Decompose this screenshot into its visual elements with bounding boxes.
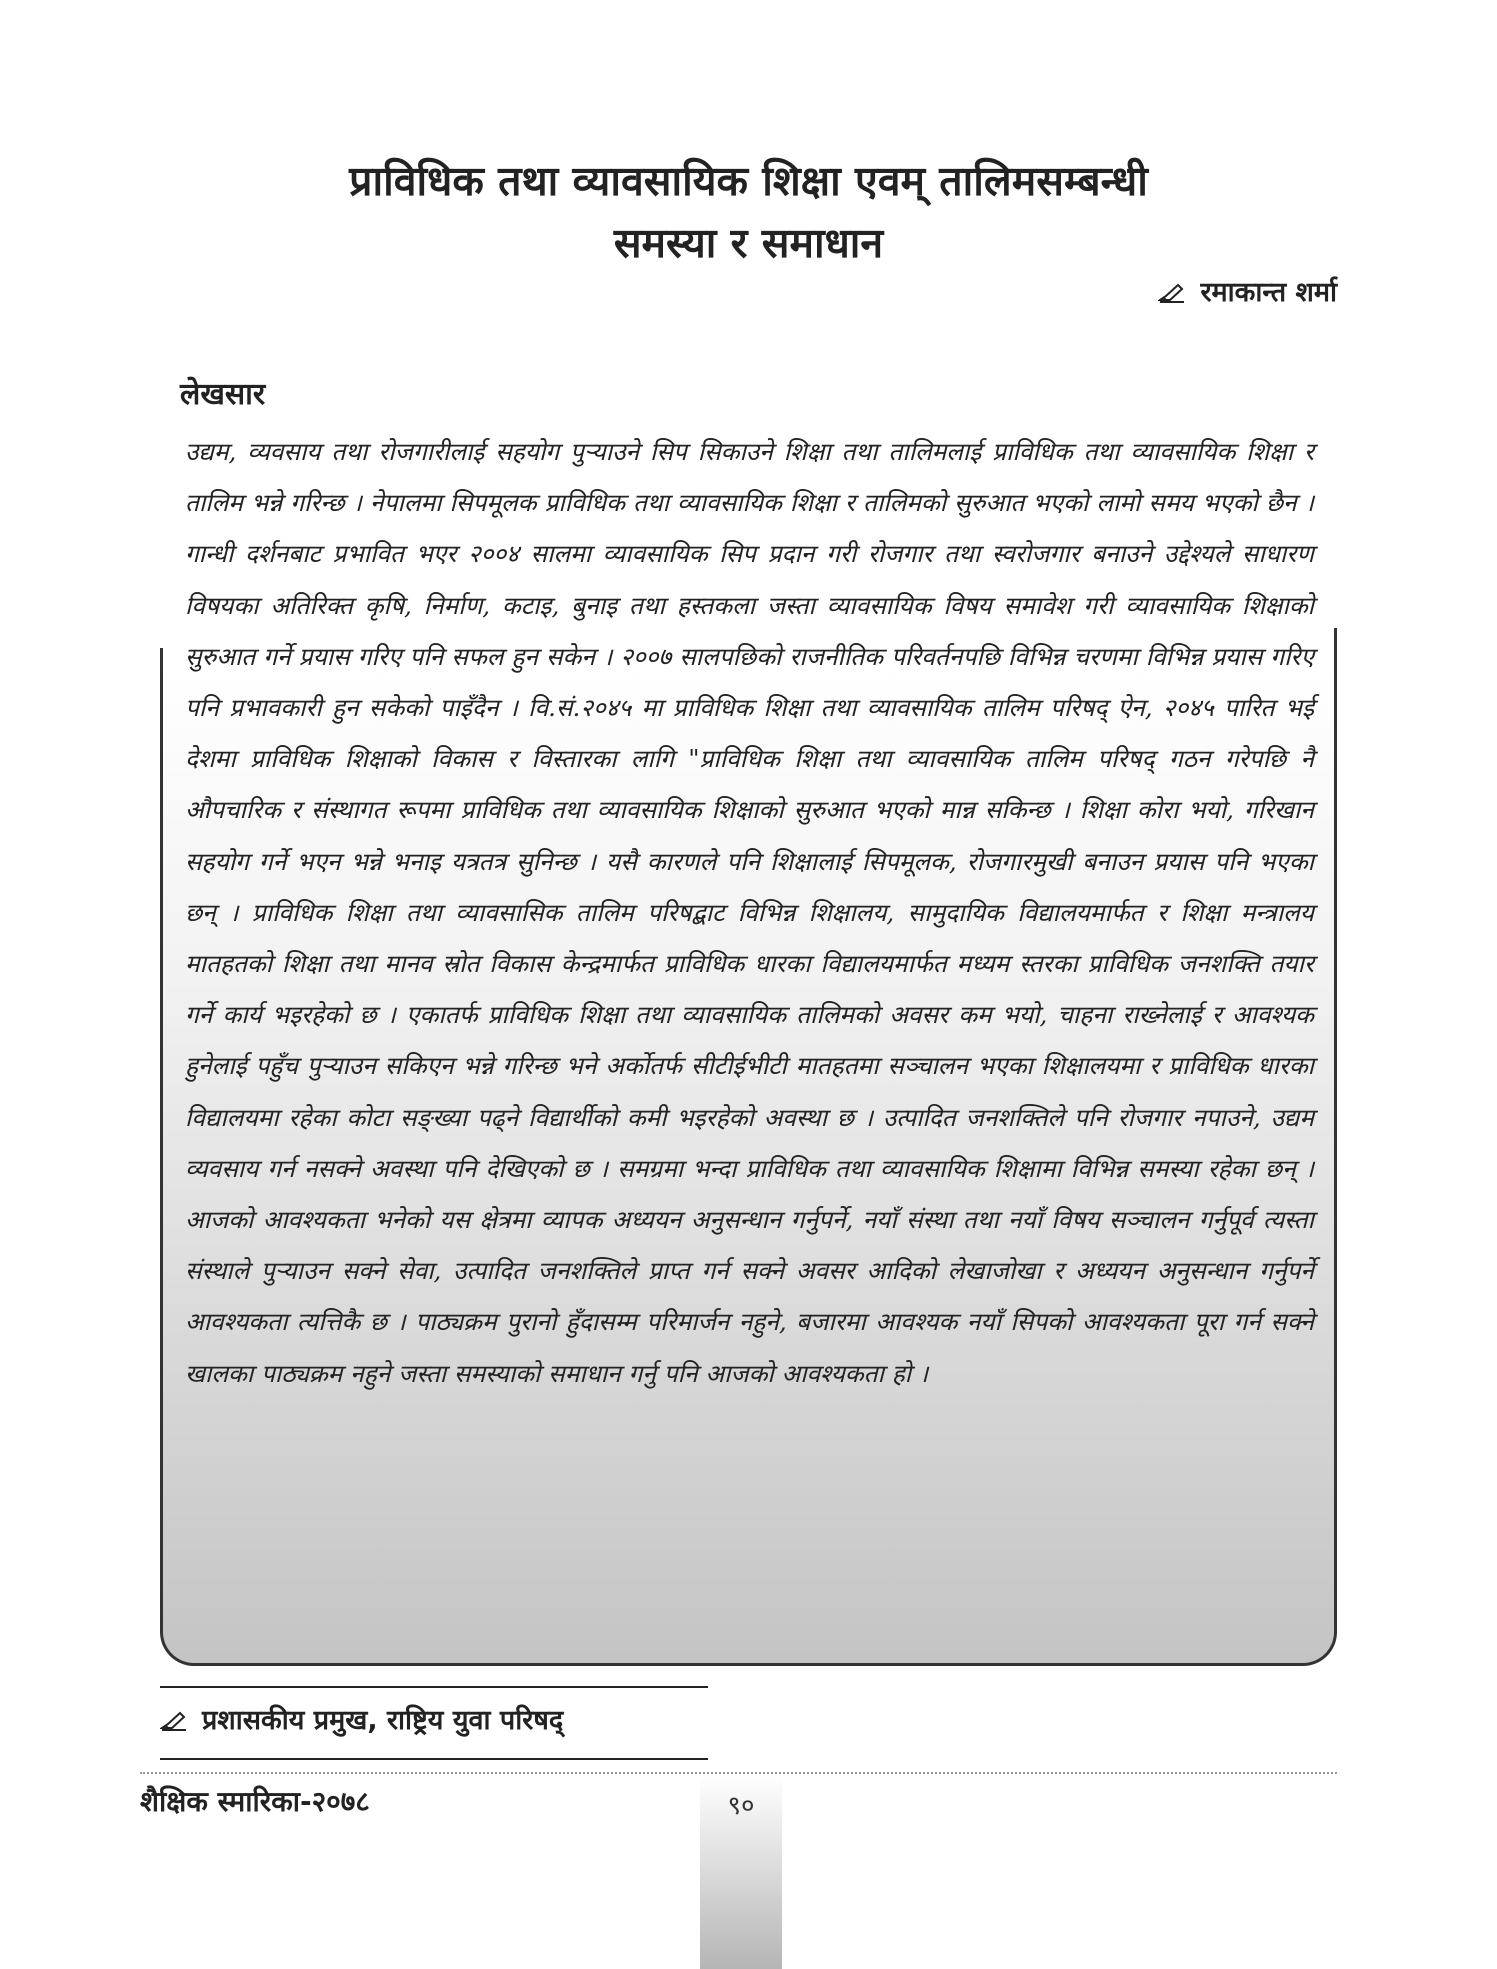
author-name: रमाकान्त शर्मा bbox=[1200, 277, 1337, 308]
footer-publication: शैक्षिक स्मारिका-२०७८ bbox=[140, 1785, 370, 1818]
footer-divider bbox=[140, 1772, 1337, 1774]
footnote-text: प्रशासकीय प्रमुख, राष्ट्रिय युवा परिषद् bbox=[202, 1705, 564, 1736]
title-line-1: प्राविधिक तथा व्यावसायिक शिक्षा एवम् तालिमसम्बन्धी bbox=[349, 157, 1148, 205]
footnote-rule-bottom bbox=[160, 1758, 708, 1760]
page-number: ९० bbox=[727, 1791, 755, 1821]
title-line-2: समस्या र समाधान bbox=[613, 219, 884, 267]
author-footnote bbox=[160, 1700, 563, 1737]
abstract-heading: लेखसार bbox=[180, 377, 266, 412]
pen-writing-icon bbox=[160, 1708, 188, 1730]
author-byline bbox=[1158, 272, 1337, 309]
article-title bbox=[160, 150, 1337, 274]
footnote-rule-top bbox=[160, 1686, 708, 1688]
pen-writing-icon bbox=[1158, 280, 1186, 302]
abstract-box bbox=[160, 418, 1337, 1666]
abstract-text: उद्यम, व्यवसाय तथा रोजगारीलाई सहयोग पुऱ्याउने सिप सिकाउने शिक्षा तथा तालिमलाई प्राविधिक तथा व्यावसायिक शिक्षा र तालिम भन्ने गरिन्छ । नेपालमा सिपमूलक प्राविधिक तथा व्यावसायिक शिक्षा र तालिमको सुरुआत भएको लामो समय भएको छैन । गान्धी दर्शनबाट प्रभावित भएर २००४ सालमा व्यावसायिक सिप प्रदान गरी रोजगार तथा स्वरोजगार बनाउने उद्देश्यले साधारण विषयका अतिरिक्त कृषि, निर्माण, कटाइ, बुनाइ तथा हस्तकला जस्ता व्यावसायिक विषय समावेश गरी व्यावसायिक शिक्षाको सुरुआत गर्ने प्रयास गरिए पनि सफल हुन सकेन । २००७ सालपछिको राजनीतिक परिवर्तनपछि विभिन्न चरणमा विभिन्न प्रयास गरिए पनि प्रभावकारी हुन सकेको पाइँदैन । वि.सं.२०४५ मा प्राविधिक शिक्षा तथा व्यावसायिक तालिम परिषद् ऐन, २०४५ पारित भई देशमा प्राविधिक शिक्षाको विकास र विस्तारका लागि "प्राविधिक शिक्षा तथा व्यावसायिक तालिम परिषद् गठन गरेपछि नै औपचारिक र संस्थागत रूपमा प्राविधिक तथा व्यावसायिक शिक्षाको सुरुआत भएको मान्न सकिन्छ । शिक्षा कोरा भयो, गरिखान सहयोग गर्ने भएन भन्ने भनाइ यत्रतत्र सुनिन्छ । यसै कारणले पनि शिक्षालाई सिपमूलक, रोजगारमुखी बनाउन प्रयास पनि भएका छन् । प्राविधिक शिक्षा तथा व्यावसासिक तालिम परिषद्बाट विभिन्न शिक्षालय, सामुदायिक विद्यालयमार्फत र शिक्षा मन्त्रालय मातहतको शिक्षा तथा मानव स्रोत विकास केन्द्रमार्फत प्राविधिक धारका विद्यालयमार्फत मध्यम स्तरका प्राविधिक जनशक्ति तयार गर्ने कार्य भइरहेको छ । एकातर्फ प्राविधिक शिक्षा तथा व्यावसायिक तालिमको अवसर कम भयो, चाहना राख्नेलाई र आवश्यक हुनेलाई पहुँच पुऱ्याउन सकिएन भन्ने गरिन्छ भने अर्कोतर्फ सीटीईभीटी मातहतमा सञ्चालन भएका शिक्षालयमा र प्राविधिक धारका विद्यालयमा रहेका कोटा सङ्ख्या पढ्ने विद्यार्थीको कमी भइरहेको अवस्था छ । उत्पादित जनशक्तिले पनि रोजगार नपाउने, उद्यम व्यवसाय गर्न नसक्ने अवस्था पनि देखिएको छ । समग्रमा भन्दा प्राविधिक तथा व्यावसायिक शिक्षामा विभिन्न समस्या रहेका छन् । आजको आवश्यकता भनेको यस क्षेत्रमा व्यापक अध्ययन अनुसन्धान गर्नुपर्ने, नयाँ संस्था तथा नयाँ विषय सञ्चालन गर्नुपूर्व त्यस्ता संस्थाले पुऱ्याउन सक्ने सेवा, उत्पादित जनशक्तिले प्राप्त गर्न सक्ने अवसर आदिको लेखाजोखा र अध्ययन अनुसन्धान गर्नुपर्ने आवश्यकता त्यत्तिकै छ । पाठ्यक्रम पुरानो हुँदासम्म परिमार्जन नहुने, बजारमा आवश्यक नयाँ सिपको आवश्यकता पूरा गर्न सक्ने खालका पाठ्यक्रम नहुने जस्ता समस्याको समाधान गर्नु पनि आजको आवश्यकता हो । bbox=[185, 437, 1314, 1388]
